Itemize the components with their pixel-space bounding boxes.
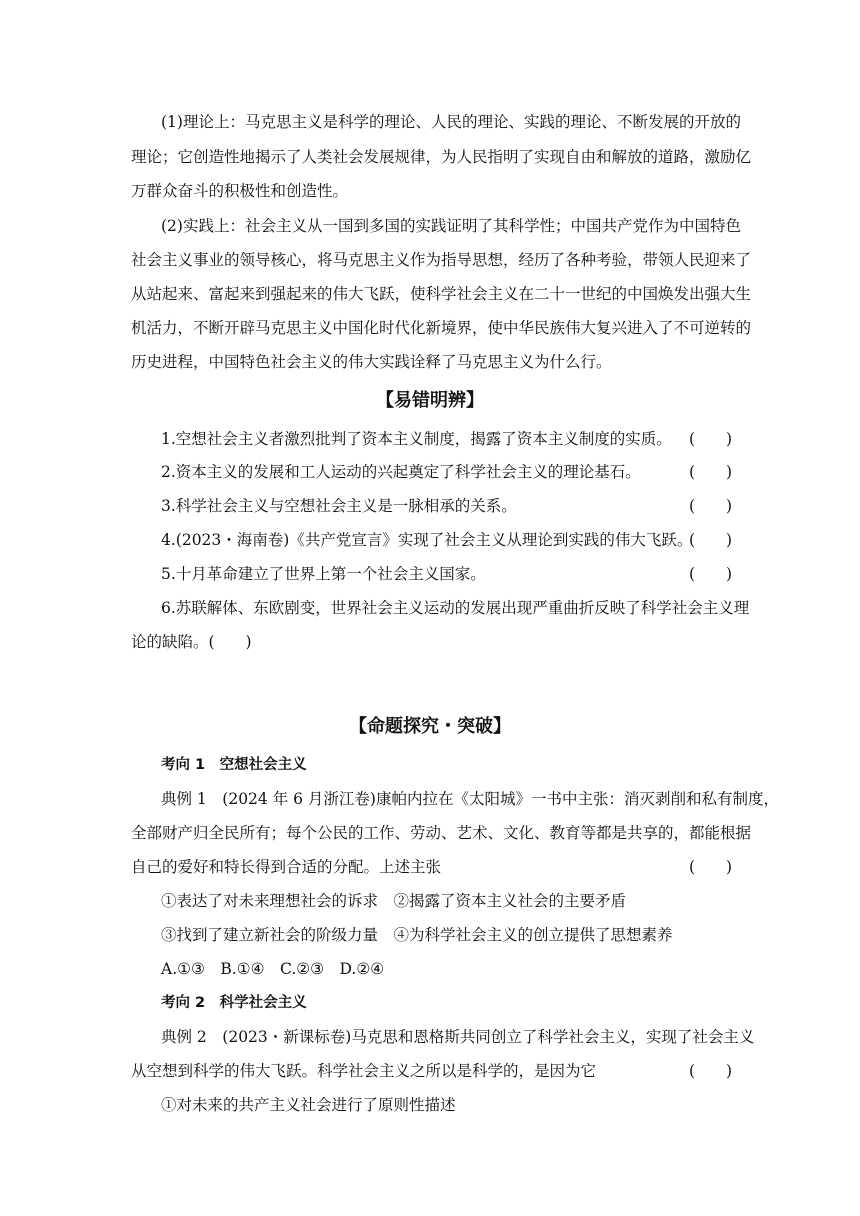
topic-heading-1: 考向 1 空想社会主义 — [161, 757, 307, 773]
example-1-line3: 自己的爱好和特长得到合适的分配。上述主张 — [131, 858, 442, 876]
paragraph-practice-line2: 社会主义事业的领导核心，将马克思主义作为指导思想，经历了各种考验，带领人民迎来了 — [131, 251, 752, 269]
error-item-3: 3.科学社会主义与空想社会主义是一脉相承的关系。 — [161, 497, 517, 515]
error-item-1: 1.空想社会主义者激烈批判了资本主义制度，揭露了资本主义制度的实质。 — [161, 430, 672, 448]
answer-blank-4: ( ) — [689, 531, 733, 549]
paragraph-practice-line5: 历史进程，中国特色社会主义的伟大实践诠释了马克思主义为什么行。 — [131, 353, 612, 371]
answer-blank-1: ( ) — [689, 430, 733, 448]
paragraph-theory-line3: 万群众奋斗的积极性和创造性。 — [131, 182, 349, 200]
error-item-4: 4.(2023・海南卷)《共产党宣言》实现了社会主义从理论到实践的伟大飞跃。 — [161, 531, 693, 549]
topic-heading-2: 考向 2 科学社会主义 — [161, 995, 307, 1011]
answer-blank-example-1: ( ) — [689, 858, 733, 876]
paragraph-practice-line4: 机活力，不断开辟马克思主义中国化时代化新境界，使中华民族伟大复兴进入了不可逆转的 — [131, 319, 752, 337]
paragraph-theory-line2: 理论；它创造性地揭示了人类社会发展规律，为人民指明了实现自由和解放的道路，激励亿 — [131, 148, 752, 166]
section-title-errors: 【易错明辨】 — [376, 390, 484, 411]
example-2-line1: 典例 2 (2023・新课标卷)马克思和恩格斯共同创立了科学社会主义，实现了社会主义 — [161, 1028, 755, 1046]
example-1-line2: 全部财产归全民所有；每个公民的工作、劳动、艺术、文化、教育等都是共享的，都能根据 — [131, 824, 752, 842]
section-title-exploration: 【命题探究・突破】 — [349, 716, 511, 737]
example-1-options-line1: ①表达了对未来理想社会的诉求 ②揭露了资本主义社会的主要矛盾 — [161, 892, 627, 910]
example-1-line1: 典例 1 (2024 年 6 月浙江卷)康帕内拉在《太阳城》一书中主张：消灭剥削和私有制度， — [161, 790, 779, 808]
answer-blank-5: ( ) — [689, 565, 733, 583]
example-1-options-line2: ③找到了建立新社会的阶级力量 ④为科学社会主义的创立提供了思想素养 — [161, 926, 673, 944]
error-item-6-line2: 论的缺陷。( ) — [131, 633, 252, 651]
answer-blank-3: ( ) — [689, 497, 733, 515]
paragraph-practice-line1: (2)实践上：社会主义从一国到多国的实践证明了其科学性；中国共产党作为中国特色 — [161, 217, 741, 235]
paragraph-practice-line3: 从站起来、富起来到强起来的伟大飞跃，使科学社会主义在二十一世纪的中国焕发出强大生 — [131, 285, 752, 303]
error-item-5: 5.十月革命建立了世界上第一个社会主义国家。 — [161, 565, 486, 583]
example-1-choices: A.①③ B.①④ C.②③ D.②④ — [161, 960, 385, 978]
answer-blank-example-2: ( ) — [689, 1062, 733, 1080]
answer-blank-2: ( ) — [689, 463, 733, 481]
paragraph-theory-line1: (1)理论上：马克思主义是科学的理论、人民的理论、实践的理论、不断发展的开放的 — [161, 113, 741, 131]
error-item-2: 2.资本主义的发展和工人运动的兴起奠定了科学社会主义的理论基石。 — [161, 463, 641, 481]
example-2-option-1: ①对未来的共产主义社会进行了原则性描述 — [161, 1096, 456, 1114]
example-2-line2: 从空想到科学的伟大飞跃。科学社会主义之所以是科学的，是因为它 — [131, 1062, 597, 1080]
error-item-6-line1: 6.苏联解体、东欧剧变，世界社会主义运动的发展出现严重曲折反映了科学社会主义理 — [161, 599, 750, 617]
